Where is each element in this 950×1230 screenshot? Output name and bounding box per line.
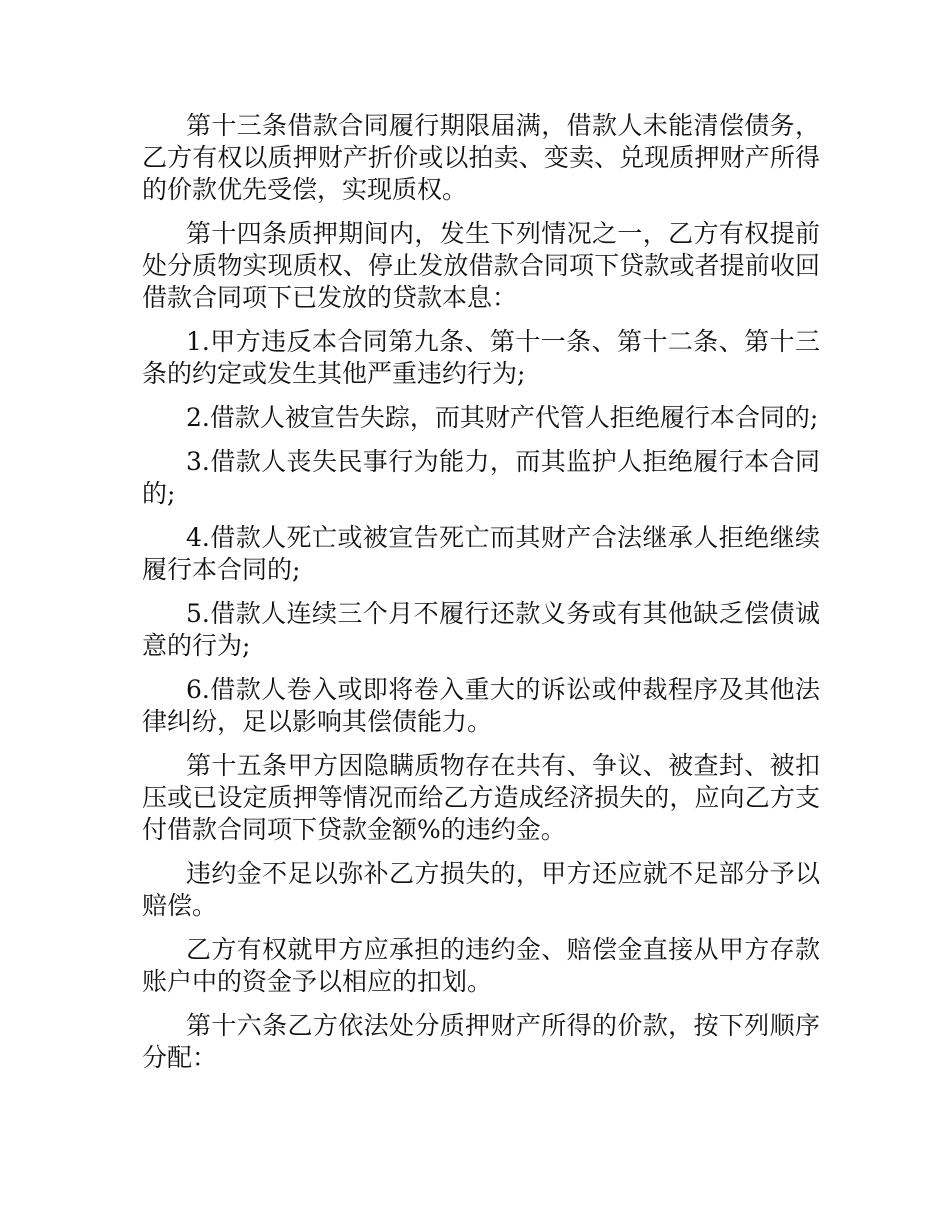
paragraph-item-1: 1.甲方违反本合同第九条、第十一条、第十二条、第十三条的约定或发生其他严重违约行为; bbox=[142, 327, 820, 388]
paragraph-penalty-shortfall: 违约金不足以弥补乙方损失的，甲方还应就不足部分予以赔偿。 bbox=[142, 859, 820, 920]
paragraph-article-15: 第十五条甲方因隐瞒质物存在共有、争议、被查封、被扣压或已设定质押等情况而给乙方造成经济损失的，应向乙方支付借款合同项下贷款金额%的违约金。 bbox=[142, 751, 820, 844]
paragraph-item-6: 6.借款人卷入或即将卷入重大的诉讼或仲裁程序及其他法律纠纷，足以影响其偿债能力。 bbox=[142, 675, 820, 736]
paragraph-item-3: 3.借款人丧失民事行为能力，而其监护人拒绝履行本合同的; bbox=[142, 447, 820, 508]
document-body bbox=[142, 110, 820, 1086]
paragraph-deduction-right: 乙方有权就甲方应承担的违约金、赔偿金直接从甲方存款账户中的资金予以相应的扣划。 bbox=[142, 935, 820, 996]
paragraph-article-16: 第十六条乙方依法处分质押财产所得的价款，按下列顺序分配： bbox=[142, 1011, 820, 1072]
paragraph-article-13: 第十三条借款合同履行期限届满，借款人未能清偿债务，乙方有权以质押财产折价或以拍卖、变卖、兑现质押财产所得的价款优先受偿，实现质权。 bbox=[142, 111, 820, 204]
paragraph-item-2: 2.借款人被宣告失踪，而其财产代管人拒绝履行本合同的; bbox=[186, 403, 819, 432]
paragraph-article-14: 第十四条质押期间内，发生下列情况之一，乙方有权提前处分质物实现质权、停止发放借款合同项下贷款或者提前收回借款合同项下已发放的贷款本息： bbox=[142, 219, 820, 312]
paragraph-item-5: 5.借款人连续三个月不履行还款义务或有其他缺乏偿债诚意的行为; bbox=[142, 599, 820, 660]
paragraph-item-4: 4.借款人死亡或被宣告死亡而其财产合法继承人拒绝继续履行本合同的; bbox=[142, 523, 820, 584]
